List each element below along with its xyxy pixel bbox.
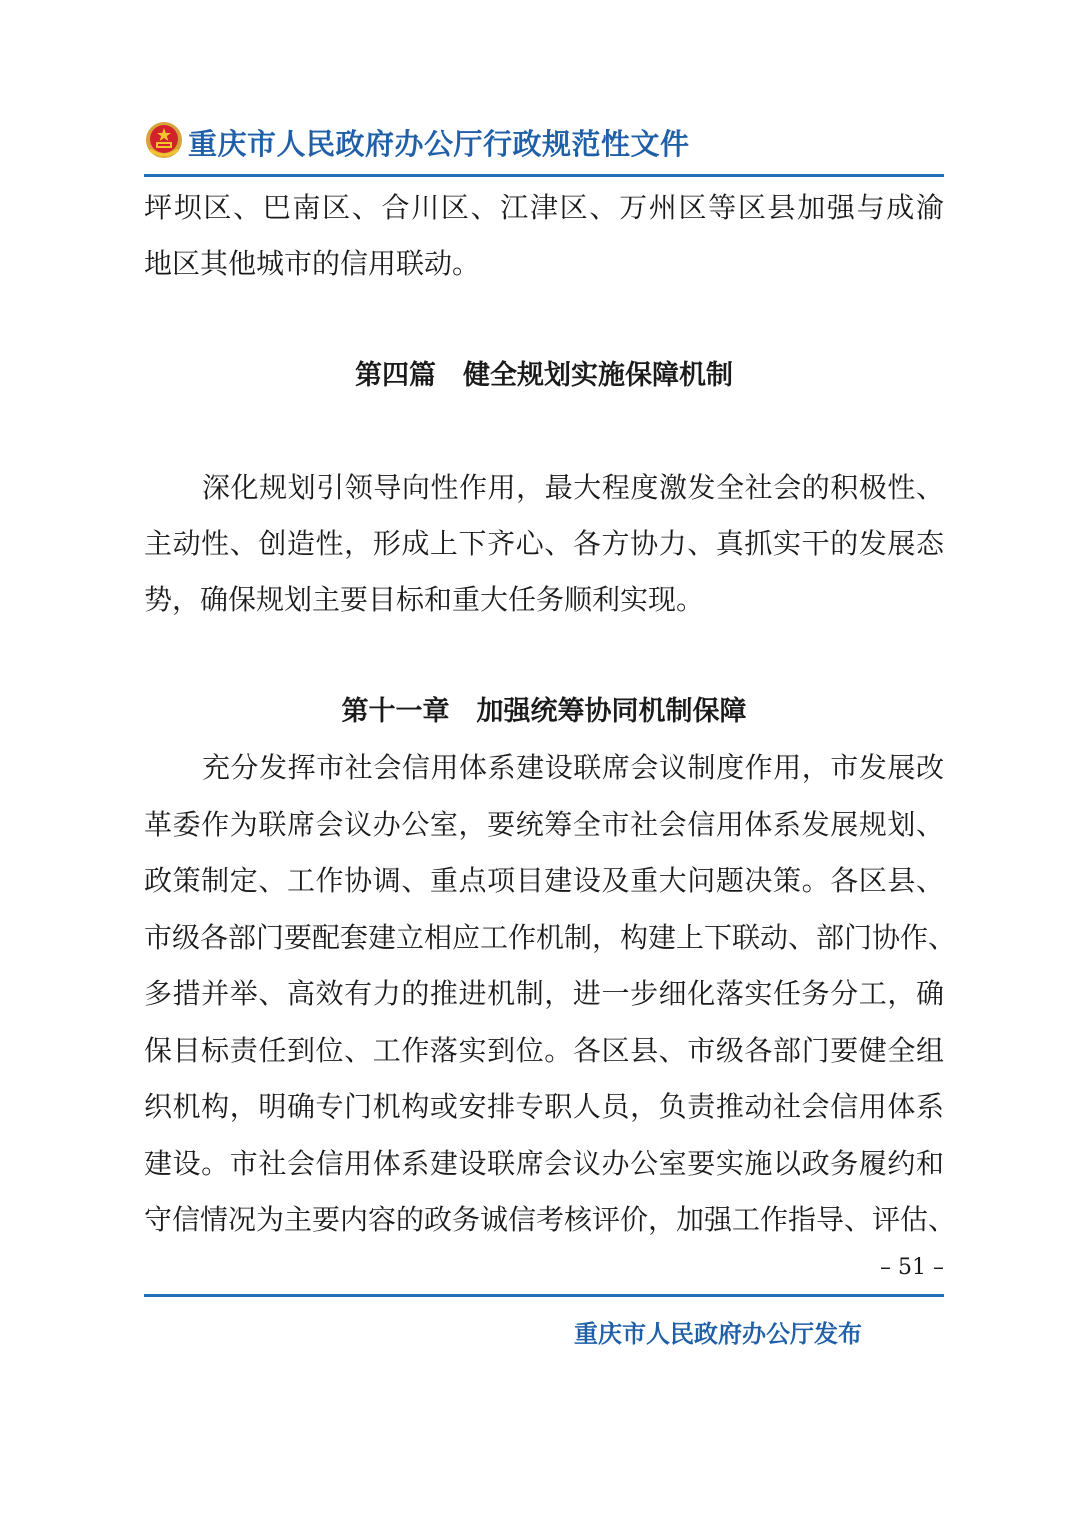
header-divider (144, 174, 944, 177)
chapter-line-6: 保目标责任到位、工作落实到位。各区县、市级各部门要健全组 (144, 1034, 944, 1067)
chapter-line-8: 建设。市社会信用体系建设联席会议办公室要实施以政务履约和 (144, 1147, 944, 1180)
part-intro-line-3: 势，确保规划主要目标和重大任务顺利实现。 (144, 583, 705, 616)
part-intro-line-1: 深化规划引领导向性作用，最大程度激发全社会的积极性、 (202, 471, 944, 504)
page-number: – 51 – (880, 1255, 944, 1280)
chapter-line-9: 守信情况为主要内容的政务诚信考核评价，加强工作指导、评估、 (144, 1203, 957, 1236)
chapter-line-7: 织机构，明确专门机构或安排专职人员，负责推动社会信用体系 (144, 1090, 944, 1123)
continued-line-2: 地区其他城市的信用联动。 (144, 247, 481, 280)
part-intro-line-2: 主动性、创造性，形成上下齐心、各方协力、真抓实干的发展态 (144, 527, 944, 560)
chapter-line-3: 政策制定、工作协调、重点项目建设及重大问题决策。各区县、 (144, 864, 944, 897)
part-heading: 第四篇 健全规划实施保障机制 (355, 360, 733, 391)
chapter-line-5: 多措并举、高效有力的推进机制，进一步细化落实任务分工，确 (144, 977, 944, 1010)
national-emblem-icon (144, 120, 184, 160)
chapter-line-4: 市级各部门要配套建立相应工作机制，构建上下联动、部门协作、 (144, 921, 957, 954)
chapter-line-1: 充分发挥市社会信用体系建设联席会议制度作用，市发展改 (202, 751, 944, 784)
document-header (144, 116, 944, 172)
continued-line-1: 坪坝区、巴南区、合川区、江津区、万州区等区县加强与成渝 (144, 191, 944, 224)
chapter-line-2: 革委作为联席会议办公室，要统筹全市社会信用体系发展规划、 (144, 808, 944, 841)
header-title: 重庆市人民政府办公厅行政规范性文件 (188, 127, 690, 161)
chapter-heading: 第十一章 加强统筹协同机制保障 (341, 696, 747, 727)
footer-publisher: 重庆市人民政府办公厅发布 (574, 1320, 862, 1348)
footer-divider (144, 1294, 944, 1297)
